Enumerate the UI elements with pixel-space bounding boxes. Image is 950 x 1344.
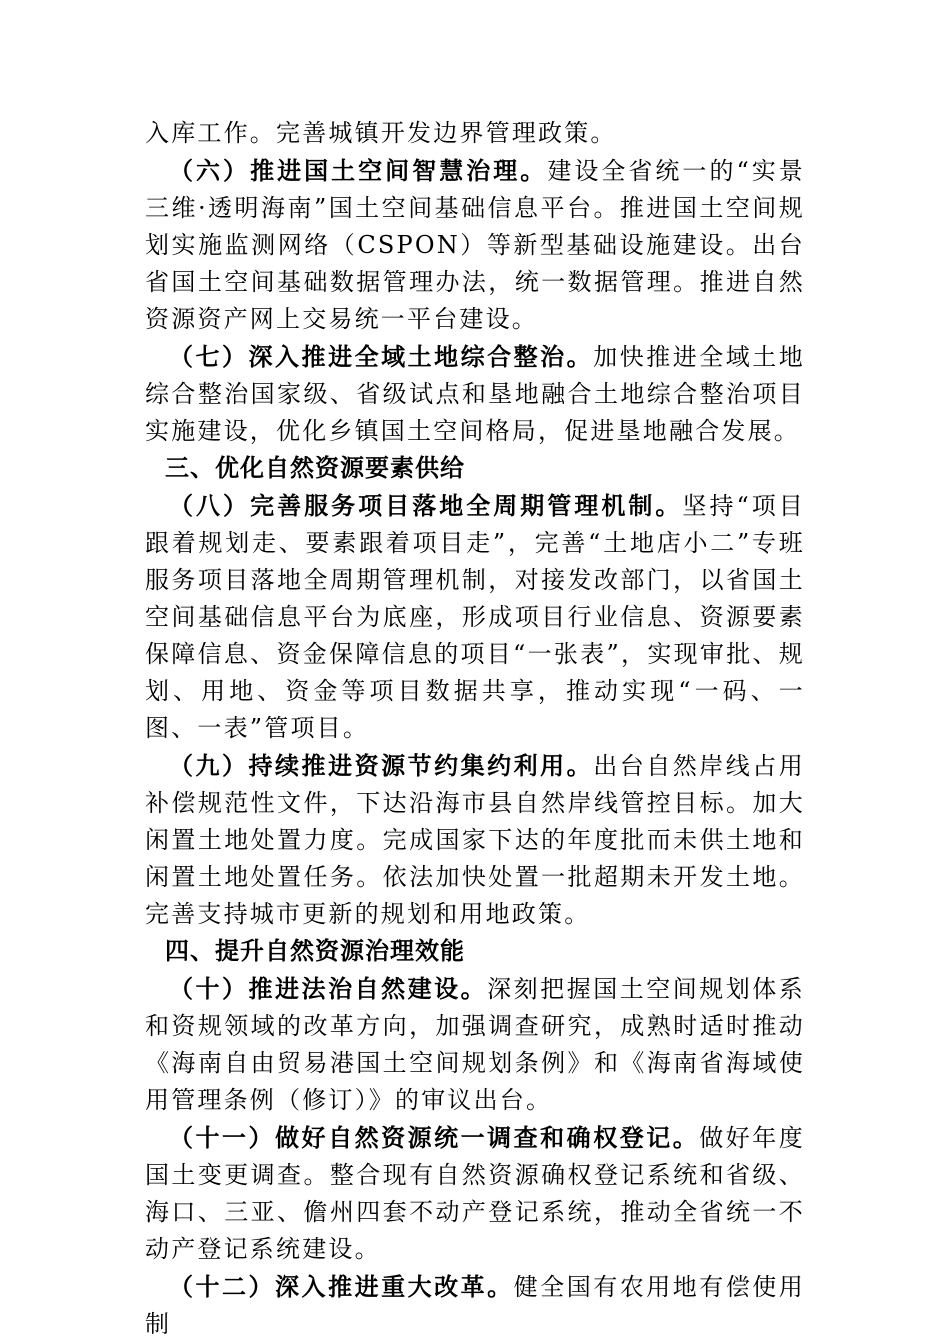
paragraph-12 [145, 1268, 805, 1343]
paragraph-6-lead: （六）推进国土空间智慧治理。 [169, 156, 548, 185]
paragraph-9 [145, 747, 805, 933]
paragraph-6-body: 建设全省统一的“实景三维·透明海南”国土空间基础信息平台。推进国土空间规划实施监测网络（CSPON）等新型基础设施建设。出台省国土空间基础数据管理办法，统一数据管理。推进自然资源资产网上交易统一平台建设。 [145, 157, 805, 333]
paragraph-12-body: 健全国有农用地有偿使用制 [145, 1273, 805, 1338]
paragraph-9-body: 出台自然岸线占用补偿规范性文件，下达沿海市县自然岸线管控目标。加大闲置土地处置力度。完成国家下达的年度批而未供土地和闲置土地处置任务。依法加快处置一批超期未开发土地。完善支持城市更新的规划和用地政策。 [145, 752, 805, 928]
paragraph-7-lead: （七）深入推进全域土地综合整治。 [169, 342, 594, 371]
paragraph-8-body: 坚持“项目跟着规划走、要素跟着项目走”，完善“土地店小二”专班服务项目落地全周期管理机制，对接发改部门，以省国土空间基础信息平台为底座，形成项目行业信息、资源要素保障信息、资金保障信息的项目“一张表”，实现审批、规划、用地、资金等项目数据共享，推动实现“一码、一图、一表”管项目。 [145, 492, 805, 742]
paragraph-11-lead: （十一）做好自然资源统一调查和确权登记。 [169, 1123, 700, 1152]
paragraph-7-body: 加快推进全域土地综合整治国家级、省级试点和垦地融合土地综合整治项目实施建设，优化乡镇国土空间格局，促进垦地融合发展。 [145, 343, 805, 445]
paragraph-9-lead: （九）持续推进资源节约集约利用。 [169, 751, 594, 780]
paragraph-11-body: 做好年度国土变更调查。整合现有自然资源确权登记系统和省级、海口、三亚、儋州四套不动产登记系统，推动全省统一不动产登记系统建设。 [145, 1124, 805, 1263]
section-heading-4: 四、提升自然资源治理效能 [165, 937, 465, 965]
paragraph-11 [145, 1119, 805, 1268]
paragraph-12-lead: （十二）深入推进重大改革。 [169, 1272, 514, 1301]
paragraph-8 [145, 487, 805, 747]
paragraph-10 [145, 970, 805, 1119]
paragraph-10-lead: （十）推进法治自然建设。 [169, 974, 488, 1003]
paragraph-7 [145, 338, 805, 450]
paragraph-10-body: 深刻把握国土空间规划体系和资规领域的改革方向，加强调查研究，成熟时适时推动《海南自由贸易港国土空间规划条例》和《海南省海域使用管理条例（修订）》的审议出台。 [145, 975, 805, 1114]
section-heading-3: 三、优化自然资源要素供给 [165, 454, 465, 482]
paragraph-continuation: 入库工作。完善城镇开发边界管理政策。 [145, 119, 617, 147]
paragraph-8-lead: （八）完善服务项目落地全周期管理机制。 [169, 491, 683, 520]
document-page [145, 115, 805, 1343]
paragraph-6 [145, 152, 805, 338]
